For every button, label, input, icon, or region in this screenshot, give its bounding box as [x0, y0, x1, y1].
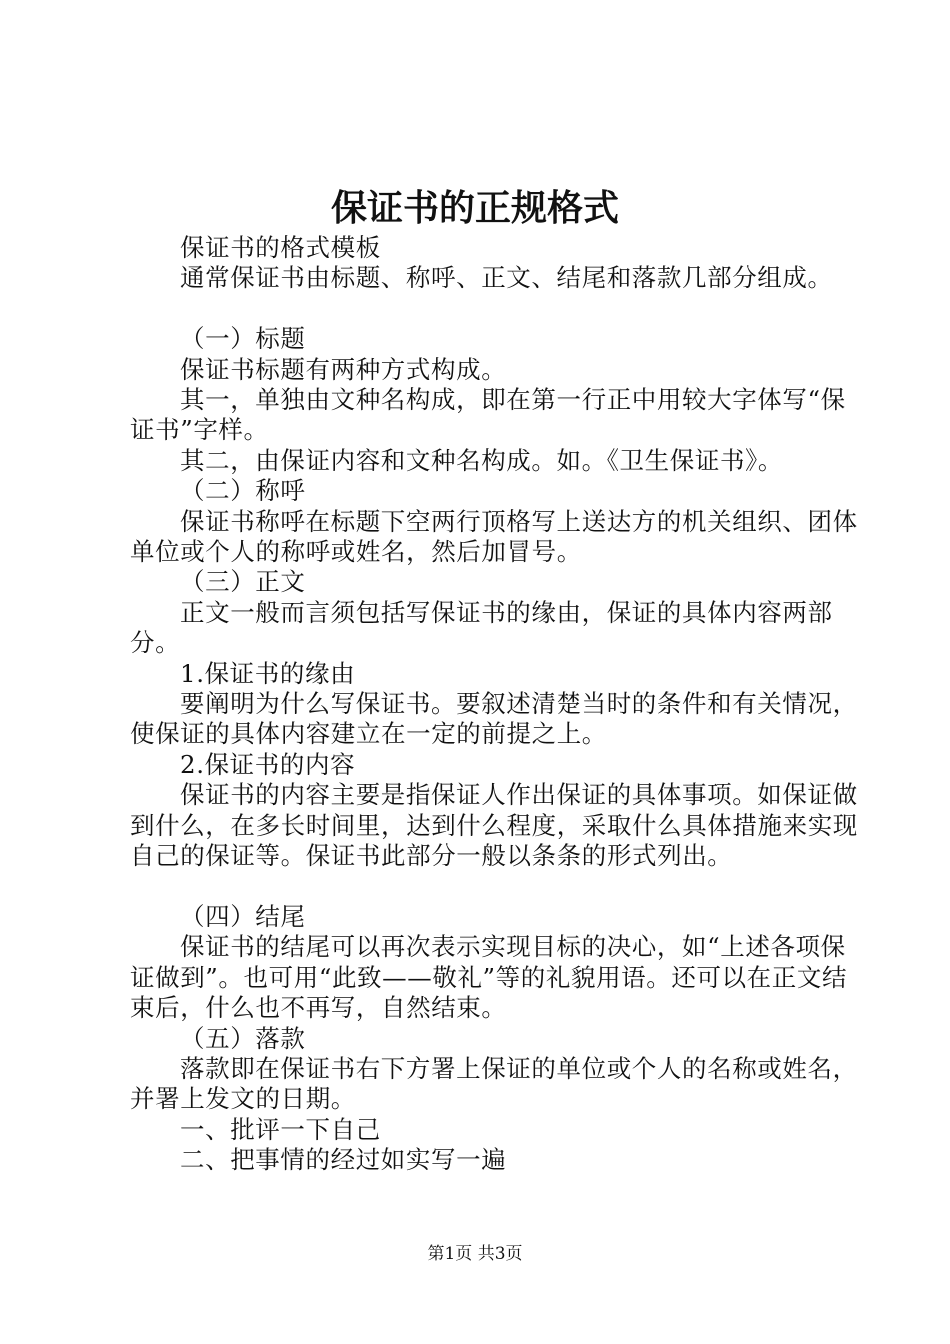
paragraph: 保证书的格式模板 — [180, 233, 381, 262]
paragraph: 落款即在保证书右下方署上保证的单位或个人的名称或姓名，并署上发文的日期。 — [130, 1053, 858, 1114]
section-heading: （五）落款 — [180, 1023, 306, 1053]
section-heading: （二）称呼 — [180, 476, 306, 506]
blank-line — [130, 872, 860, 902]
paragraph: 其二，由保证内容和文种名构成。如。《卫生保证书》。 — [180, 445, 783, 475]
section-heading: （四）结尾 — [180, 901, 306, 931]
paragraph: 正文一般而言须包括写保证书的缘由，保证的具体内容两部分。 — [130, 597, 833, 658]
blank-line — [130, 294, 860, 324]
document-title: 保证书的正规格式 — [330, 187, 619, 229]
list-item: 二、把事情的经过如实写一遍 — [180, 1145, 507, 1175]
paragraph: 保证书标题有两种方式构成。 — [180, 354, 507, 384]
page-number-footer: 第1页 共3页 — [427, 1244, 523, 1264]
document-body — [130, 233, 860, 1176]
subsection-heading: 1.保证书的缘由 — [180, 658, 356, 688]
section-heading: （三）正文 — [180, 567, 306, 597]
paragraph: 通常保证书由标题、称呼、正文、结尾和落款几部分组成。 — [180, 263, 833, 293]
list-item: 一、批评一下自己 — [180, 1114, 381, 1144]
subsection-heading: 2.保证书的内容 — [180, 749, 356, 779]
section-heading: （一）标题 — [180, 324, 306, 354]
paragraph: 其一，单独由文种名构成，即在第一行正中用较大字体写“保证书”字样。 — [130, 385, 846, 445]
paragraph: 保证书的内容主要是指保证人作出保证的具体事项。如保证做到什么，在多长时间里，达到什么程度，采取什么具体措施来实现自己的保证等。保证书此部分一般以条条的形式列出。 — [130, 780, 858, 871]
paragraph: 要阐明为什么写保证书。要叙述清楚当时的条件和有关情况，使保证的具体内容建立在一定的前提之上。 — [130, 689, 858, 749]
paragraph: 保证书称呼在标题下空两行顶格写上送达方的机关组织、团体单位或个人的称呼或姓名，然后加冒号。 — [130, 506, 858, 567]
paragraph: 保证书的结尾可以再次表示实现目标的决心，如“上述各项保证做到”。也可用“此致——敬礼”等的礼貌用语。还可以在正文结束后，什么也不再写，自然结束。 — [130, 932, 848, 1023]
